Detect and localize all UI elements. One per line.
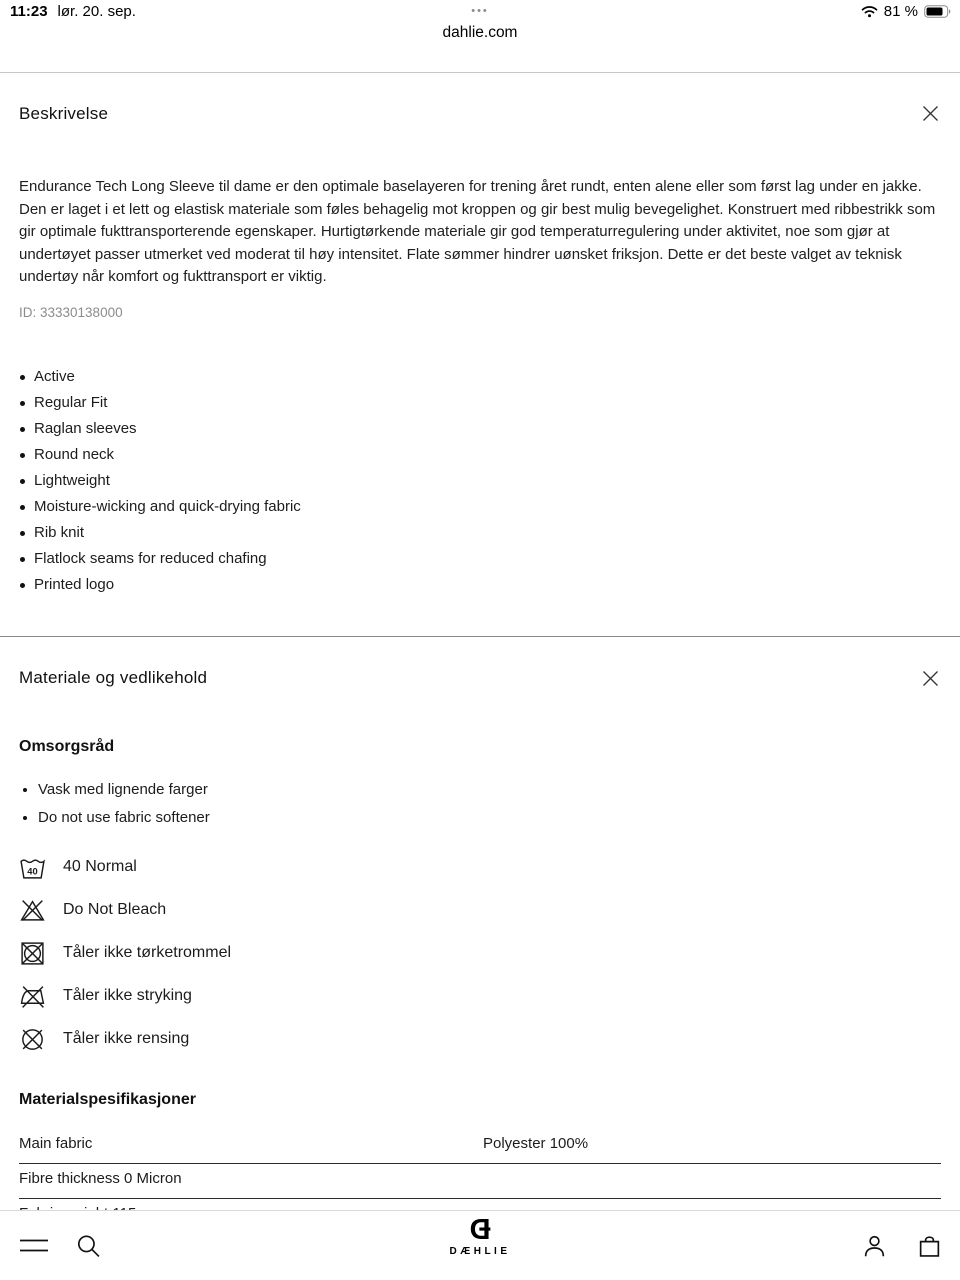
menu-icon[interactable] [20, 1239, 48, 1253]
feature-item: Printed logo [19, 572, 941, 598]
feature-item: Round neck [19, 442, 941, 468]
page-content [0, 73, 960, 1280]
brand-logo-text: DÆHLIE [449, 1246, 511, 1257]
search-icon[interactable] [76, 1233, 101, 1258]
feature-list [19, 364, 941, 598]
care-symbol-label: Tåler ikke tørketrommel [63, 944, 232, 962]
section-title-material: Materiale og vedlikehold [19, 668, 208, 688]
specs-title: Materialspesifikasjoner [19, 1090, 196, 1108]
clock: 11:23 [10, 3, 48, 20]
status-right [861, 3, 952, 20]
nav-left [20, 1233, 101, 1258]
spec-value: Polyester 100% [483, 1134, 589, 1152]
description-text: Endurance Tech Long Sleeve til dame er den optimale baselayeren for trening året rundt, enten alene eller som først lag under en jakke. Den er laget i et lett og elastisk materiale som føles behagelig mot kroppen og gir best mulig bevegelighet. Konstruert med ribbestrikk som gir optimale fukttransporterende egenskaper. Hurtigtørkende materiale gir god temperaturregulering under aktivitet, noe som gjør at undertøyet passer utmerket ved moderat til høy intensitet. Flate sømmer hindrer uønsket friksjon. Dette er det beste valget av teknisk undertøy når komfort og fukttransport er viktig. [19, 178, 936, 286]
care-symbol-label: Do Not Bleach [63, 901, 167, 919]
care-symbol-row [19, 1018, 941, 1061]
close-icon[interactable] [920, 668, 941, 689]
care-symbol-row [19, 975, 941, 1018]
nav-right [862, 1233, 942, 1258]
feature-item: Flatlock seams for reduced chafing [19, 546, 941, 572]
battery-icon [924, 5, 952, 18]
spec-label: Main fabric [19, 1134, 93, 1152]
spec-row [19, 1164, 941, 1199]
care-symbols [19, 846, 941, 1061]
feature-item: Regular Fit [19, 390, 941, 416]
feature-item: Raglan sleeves [19, 416, 941, 442]
feature-item: Active [19, 364, 941, 390]
spec-label: Fibre thickness 0 Micron [19, 1169, 182, 1187]
brand-logo[interactable] [450, 1215, 511, 1257]
do-not-dry-clean-icon [19, 1026, 46, 1053]
do-not-iron-icon [19, 983, 46, 1010]
wifi-icon [861, 5, 878, 18]
feature-item: Lightweight [19, 468, 941, 494]
wash-40-icon [19, 854, 46, 881]
feature-item: Moisture-wicking and quick-drying fabric [19, 494, 941, 520]
account-icon[interactable] [862, 1233, 887, 1258]
material-section-header [19, 637, 941, 689]
care-symbol-row [19, 889, 941, 932]
care-notes-list [19, 776, 941, 832]
svg-text:40: 40 [27, 866, 38, 877]
status-date: lør. 20. sep. [57, 3, 136, 20]
cart-icon[interactable] [917, 1233, 942, 1258]
page-load-indicator[interactable]: ••• [471, 5, 489, 17]
close-icon[interactable] [920, 103, 941, 124]
description-section-header [19, 73, 941, 124]
material-section [19, 637, 941, 1234]
product-id: ID: 33330138000 [19, 304, 123, 320]
care-symbol-label: Tåler ikke rensing [63, 1030, 190, 1048]
address-bar[interactable] [0, 24, 960, 46]
care-symbol-row [19, 932, 941, 975]
do-not-bleach-icon [19, 897, 46, 924]
care-symbol-label: 40 Normal [63, 858, 137, 876]
do-not-tumble-dry-icon [19, 940, 46, 967]
description-section [19, 73, 941, 598]
care-note: Vask med lignende farger [19, 776, 941, 804]
feature-item: Rib knit [19, 520, 941, 546]
care-note: Do not use fabric softener [19, 804, 941, 832]
care-symbol-row [19, 846, 941, 889]
care-title: Omsorgsråd [19, 737, 115, 755]
care-symbol-label: Tåler ikke stryking [63, 987, 192, 1005]
section-title-description: Beskrivelse [19, 103, 109, 123]
brand-mark-icon: Ɖ [469, 1214, 491, 1246]
spec-row [19, 1129, 941, 1164]
bottom-nav [0, 1210, 960, 1280]
battery-percent: 81 % [883, 3, 918, 20]
url-text[interactable]: dahlie.com [442, 24, 518, 41]
status-bar [0, 0, 960, 24]
